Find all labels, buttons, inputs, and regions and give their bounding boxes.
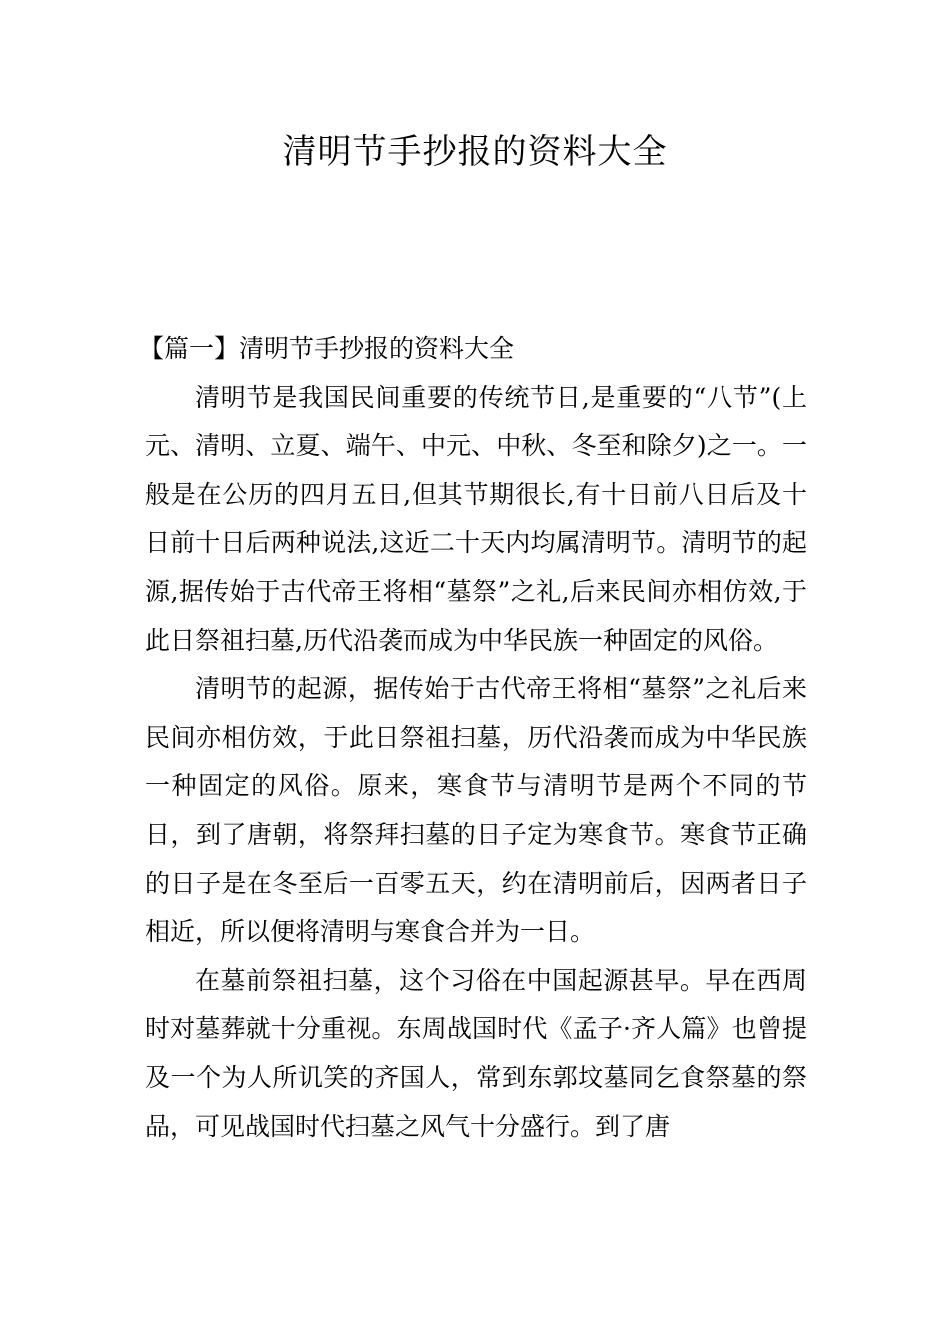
paragraph-3: 在墓前祭祖扫墓，这个习俗在中国起源甚早。早在西周时对墓葬就十分重视。东周战国时代《孟子·齐人篇》也曾提及一个为人所讥笑的齐国人，常到东郭坟墓同乞食祭墓的祭品，可见战国时代扫墓之风气十分盛行。到了唐 xyxy=(145,965,807,1141)
document-title: 清明节手抄报的资料大全 xyxy=(282,132,668,172)
section-heading: 【篇一】清明节手抄报的资料大全 xyxy=(139,334,515,363)
document-body xyxy=(139,325,807,1151)
paragraph-2: 清明节的起源，据传始于古代帝王将相“墓祭”之礼后来民间亦相仿效，于此日祭祖扫墓，历代沿袭而成为中华民族一种固定的风俗。原来，寒食节与清明节是两个不同的节日，到了唐朝，将祭拜扫墓的日子定为寒食节。寒食节正确的日子是在冬至后一百零五天，约在清明前后，因两者日子相近，所以便将清明与寒食合并为一日。 xyxy=(145,674,807,947)
paragraph-1: 清明节是我国民间重要的传统节日,是重要的“八节”(上元、清明、立夏、端午、中元、中秋、冬至和除夕)之一。一般是在公历的四月五日,但其节期很长,有十日前八日后及十日前十日后两种说法,这近二十天内均属清明节。清明节的起源,据传始于古代帝王将相“墓祭”之礼,后来民间亦相仿效,于此日祭祖扫墓,历代沿袭而成为中华民族一种固定的风俗。 xyxy=(145,382,807,655)
